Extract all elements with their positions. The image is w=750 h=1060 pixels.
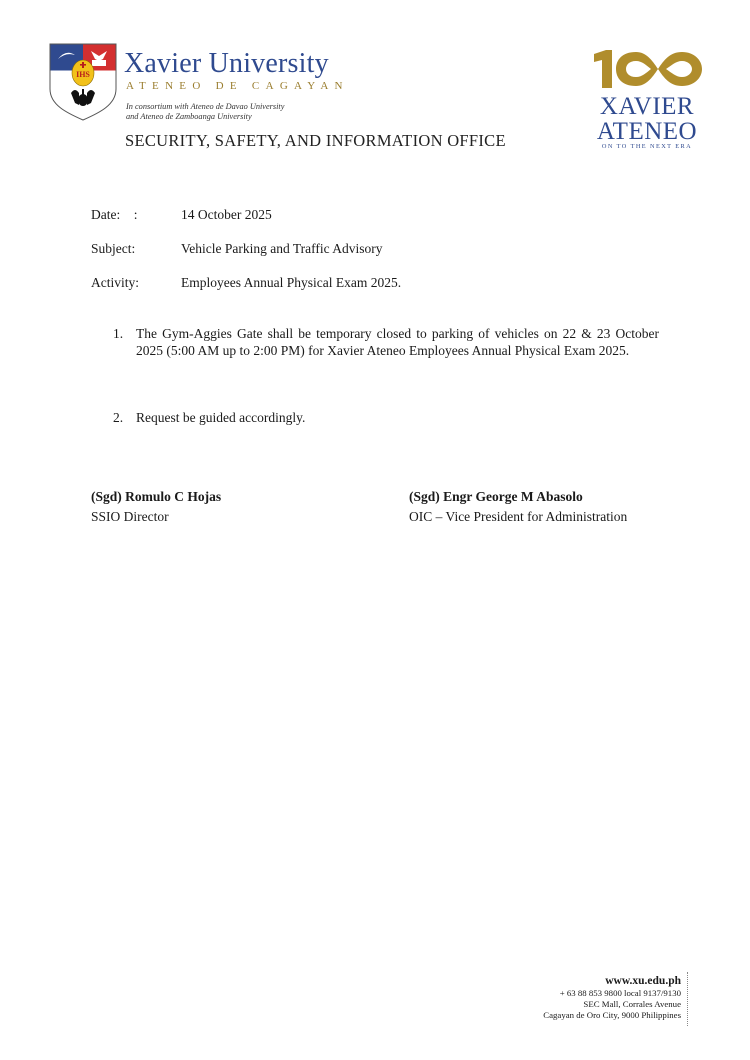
consortium-line-1: In consortium with Ateneo de Davao University xyxy=(126,102,285,111)
field-label: Subject: xyxy=(91,241,136,256)
item-text: Request be guided accordingly. xyxy=(136,410,306,425)
signatory-name: (Sgd) Engr George M Abasolo xyxy=(409,489,583,504)
university-shield-logo xyxy=(49,43,117,121)
field-value: Vehicle Parking and Traffic Advisory xyxy=(181,241,383,256)
signatory-title: OIC – Vice President for Administration xyxy=(409,509,628,524)
field-value: Employees Annual Physical Exam 2025. xyxy=(181,275,402,290)
svg-text:IHS: IHS xyxy=(76,70,90,79)
item-number: 1. xyxy=(113,326,124,341)
centennial-line-2: ATENEO xyxy=(596,118,698,145)
university-subtitle: ATENEO DE CAGAYAN xyxy=(126,80,349,92)
signatory-name: (Sgd) Romulo C Hojas xyxy=(91,489,222,504)
footer-divider xyxy=(687,972,688,1026)
footer-website: www.xu.edu.ph xyxy=(605,975,681,987)
signatory-title: SSIO Director xyxy=(91,509,169,524)
consortium-note xyxy=(126,102,284,122)
field-label: Activity: xyxy=(91,275,139,290)
footer-address-1: SEC Mall, Corrales Avenue xyxy=(583,999,681,1009)
footer-address-2: Cagayan de Oro City, 9000 Philippines xyxy=(543,1010,681,1020)
item-number: 2. xyxy=(113,410,124,425)
centennial-line-1: XAVIER xyxy=(599,93,695,120)
office-title: SECURITY, SAFETY, AND INFORMATION OFFICE xyxy=(125,131,506,150)
centennial-tagline: ON TO THE NEXT ERA xyxy=(601,143,693,150)
field-value: 14 October 2025 xyxy=(181,207,272,222)
item-text: The Gym-Aggies Gate shall be temporary closed to parking of vehicles on 22 & 23 October 2025 (5:00 AM up to 2:00 PM) for Xavier Ateneo Employees Annual Physical Exam 2025. xyxy=(136,326,659,358)
consortium-line-2: and Ateneo de Zamboanga University xyxy=(126,112,252,121)
footer-phone: + 63 88 853 9800 local 9137/9130 xyxy=(559,988,681,998)
centennial-100-icon xyxy=(592,48,704,90)
university-name: Xavier University xyxy=(124,48,329,79)
signatory-block xyxy=(91,487,221,527)
field-label: Date: : xyxy=(91,207,138,222)
signatory-block xyxy=(409,487,627,527)
footer-contact xyxy=(543,975,681,1021)
